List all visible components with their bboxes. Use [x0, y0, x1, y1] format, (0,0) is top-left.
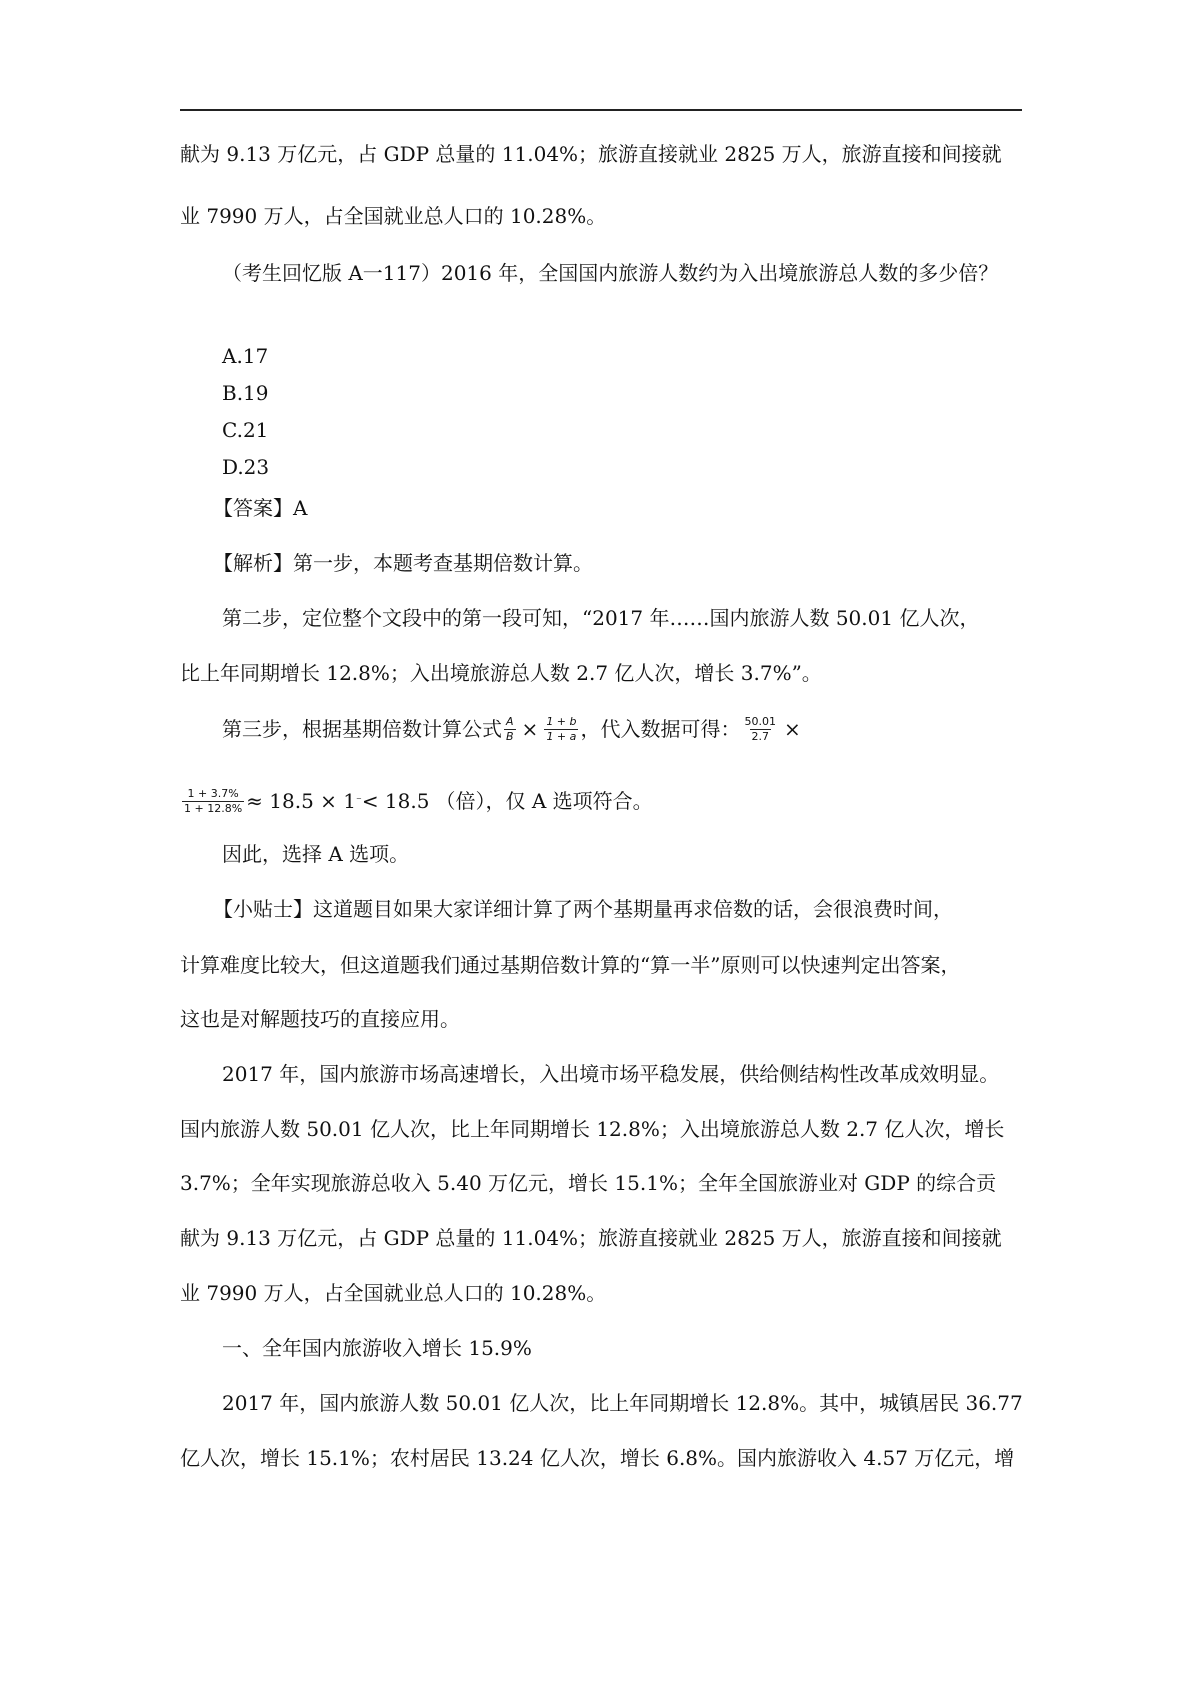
- formula-den: B: [506, 729, 514, 743]
- step3-mid: ，代入数据可得：: [580, 717, 741, 741]
- formula-fraction-growth: [544, 715, 578, 744]
- text-line: 2017 年，国内旅游人数 50.01 亿人次，比上年同期增长 12.8%。其中，城镇居民 36.77: [222, 1391, 1023, 1415]
- section-heading: 一、全年国内旅游收入增长 15.9%: [222, 1336, 532, 1360]
- formula-num: A: [506, 714, 514, 728]
- formula-fraction-ab: [504, 715, 516, 744]
- superscript-mark: ⁻: [356, 794, 362, 807]
- option-a: A.17: [222, 344, 269, 368]
- text-line: 国内旅游人数 50.01 亿人次，比上年同期增长 12.8%；入出境旅游总人数 2.7 亿人次，增长: [180, 1117, 1005, 1141]
- text-line: 献为 9.13 万亿元，占 GDP 总量的 11.04%；旅游直接就业 2825 万人，旅游直接和间接就: [180, 1226, 1002, 1250]
- question-text: （考生回忆版 A一117）2016 年，全国国内旅游人数约为入出境旅游总人数的多少倍？: [222, 261, 999, 285]
- text-line: 业 7990 万人，占全国就业总人口的 10.28%。: [180, 1281, 607, 1305]
- tip-line: 计算难度比较大，但这道题我们通过基期倍数计算的“算一半”原则可以快速判定出答案，: [180, 953, 961, 977]
- option-c: C.21: [222, 418, 269, 442]
- formula-num: 1 + 3.7%: [187, 786, 239, 800]
- tip-line: 【小贴士】这道题目如果大家详细计算了两个基期量再求倍数的话，会很浪费时间，: [213, 897, 953, 921]
- formula-fraction-data: [743, 715, 779, 744]
- text-line: 2017 年，国内旅游市场高速增长，入出境市场平稳发展，供给侧结构性改革成效明显。: [222, 1062, 1000, 1086]
- step3-tail: （倍），仅 A 选项符合。: [435, 789, 653, 813]
- formula-den: 1 + a: [546, 729, 577, 743]
- conclusion: 因此，选择 A 选项。: [222, 842, 410, 866]
- formula-den: 2.7: [751, 729, 770, 743]
- analysis-step3-cont: [180, 784, 653, 818]
- formula-num: 1 + b: [546, 714, 577, 728]
- less-than-expression: < 18.5: [361, 789, 430, 813]
- option-d: D.23: [222, 455, 270, 479]
- approx-expression: ≈ 18.5 × 1: [246, 789, 356, 813]
- header-rule: [180, 109, 1022, 111]
- formula-num: 50.01: [744, 714, 777, 728]
- text-line: 业 7990 万人，占全国就业总人口的 10.28%。: [180, 204, 607, 228]
- text-line: 献为 9.13 万亿元，占 GDP 总量的 11.04%；旅游直接就业 2825 万人，旅游直接和间接就: [180, 142, 1002, 166]
- text-line: 3.7%；全年实现旅游总收入 5.40 万亿元，增长 15.1%；全年全国旅游业对 GDP 的综合贡: [180, 1171, 997, 1195]
- option-b: B.19: [222, 381, 269, 405]
- analysis-step2-cont: 比上年同期增长 12.8%；入出境旅游总人数 2.7 亿人次，增长 3.7%”。: [180, 661, 822, 685]
- formula-den: 1 + 12.8%: [184, 801, 243, 815]
- step3-prefix: 第三步，根据基期倍数计算公式: [222, 717, 502, 741]
- formula-fraction-rate: [182, 787, 244, 816]
- times-sign: ×: [521, 717, 539, 741]
- analysis-step1: 【解析】第一步，本题考查基期倍数计算。: [213, 551, 593, 575]
- times-sign: ×: [784, 717, 801, 741]
- analysis-step3: [222, 712, 801, 746]
- analysis-step2: 第二步，定位整个文段中的第一段可知，“2017 年……国内旅游人数 50.01 亿人次，: [222, 606, 980, 630]
- answer-label: 【答案】A: [213, 496, 308, 520]
- text-line: 亿人次，增长 15.1%；农村居民 13.24 亿人次，增长 6.8%。国内旅游收入 4.57 万亿元，增: [180, 1446, 1015, 1470]
- tip-line: 这也是对解题技巧的直接应用。: [180, 1007, 460, 1031]
